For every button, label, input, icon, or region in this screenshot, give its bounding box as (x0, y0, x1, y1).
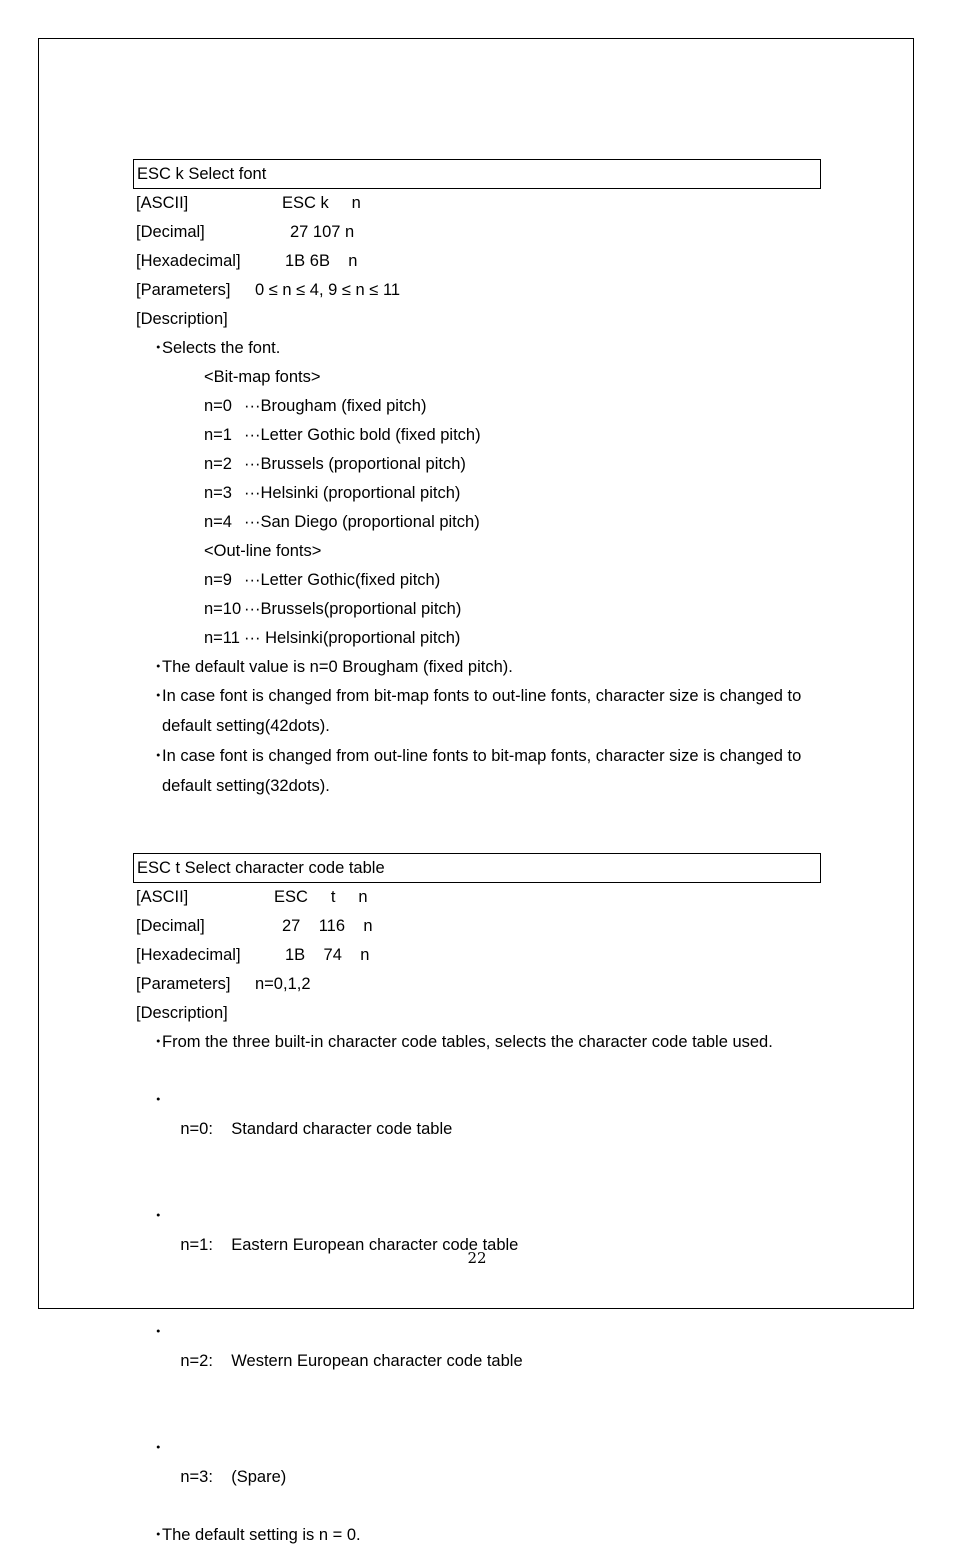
bullet-text: From the three built-in character code tables, selects the character code table used. (162, 1033, 773, 1051)
font-code: n=11 (204, 629, 240, 647)
decimal-value: 27 116 n (282, 917, 373, 935)
bullet-text-line1: In case font is changed from bit-map fonts to out-line fonts, character size is changed to (162, 687, 802, 705)
font-desc: ···Letter Gothic bold (fixed pitch) (244, 426, 481, 444)
font-code: n=0 (204, 397, 232, 415)
bitmap-heading-text: <Bit-map fonts> (204, 368, 321, 386)
bullet-text-line2: default setting(42dots). (162, 717, 330, 735)
bullet-text: The default value is n=0 Brougham (fixed pitch). (162, 658, 513, 676)
section-title: ESC t Select character code table (133, 853, 821, 883)
bullet-mark: ・ (150, 687, 167, 705)
font-row (133, 508, 821, 537)
hex-label: [Hexadecimal] (136, 252, 241, 270)
font-row (133, 624, 821, 653)
bullet-mark: ・ (150, 1207, 167, 1225)
font-code: n=10 (204, 600, 242, 618)
bullet-default-font (133, 653, 821, 682)
section-title: ESC k Select font (133, 159, 821, 189)
bullet-select-font (133, 334, 821, 363)
params-label: [Parameters] (136, 975, 231, 993)
ascii-label: [ASCII] (136, 194, 189, 212)
bullet-mark: ・ (150, 339, 167, 357)
bullet-text: Selects the font. (162, 339, 281, 357)
bullet-text: n=1: Eastern European character code table (180, 1236, 519, 1254)
bullet-bitmap-to-outline (133, 682, 821, 740)
bullet-text-line2: default setting(32dots). (162, 777, 330, 795)
bullet-mark: ・ (150, 1033, 167, 1051)
bitmap-heading (133, 363, 821, 392)
font-row (133, 595, 821, 624)
ascii-value: ESC k n (282, 194, 361, 212)
ascii-row (133, 883, 821, 912)
bullet-item (133, 1057, 821, 1173)
bullet-mark: ・ (150, 1526, 167, 1544)
description-label: [Description] (136, 310, 228, 328)
ascii-row (133, 189, 821, 218)
font-code: n=3 (204, 484, 232, 502)
decimal-label: [Decimal] (136, 917, 205, 935)
section-esc-t (133, 853, 821, 1550)
params-value: 0 ≤ n ≤ 4, 9 ≤ n ≤ 11 (255, 281, 401, 299)
font-code: n=9 (204, 571, 232, 589)
ascii-label: [ASCII] (136, 888, 189, 906)
description-row (133, 305, 821, 334)
font-code: n=1 (204, 426, 232, 444)
bullet-text-line1: In case font is changed from out-line fonts to bit-map fonts, character size is changed to (162, 747, 802, 765)
bullet-mark: ・ (150, 1439, 167, 1457)
hex-row (133, 247, 821, 276)
font-desc: ···San Diego (proportional pitch) (244, 513, 480, 531)
font-row (133, 479, 821, 508)
hex-value: 1B 6B n (285, 252, 358, 270)
description-row (133, 999, 821, 1028)
outline-heading-text: <Out-line fonts> (204, 542, 322, 560)
bullet-text: The default setting is n = 0. (162, 1526, 361, 1544)
font-row (133, 421, 821, 450)
bullet-mark: ・ (150, 658, 167, 676)
font-row (133, 450, 821, 479)
decimal-row (133, 218, 821, 247)
decimal-value: 27 107 n (290, 223, 355, 241)
params-value: n=0,1,2 (255, 975, 311, 993)
bullet-item (133, 1028, 821, 1057)
hex-label: [Hexadecimal] (136, 946, 241, 964)
bullet-text: n=3: (Spare) (180, 1468, 287, 1486)
font-desc: ···Brougham (fixed pitch) (244, 397, 427, 415)
bullet-mark: ・ (150, 747, 167, 765)
hex-value: 1B 74 n (285, 946, 370, 964)
decimal-row (133, 912, 821, 941)
outline-heading (133, 537, 821, 566)
params-label: [Parameters] (136, 281, 231, 299)
params-row (133, 970, 821, 999)
bullet-mark: ・ (150, 1323, 167, 1341)
bullet-item (133, 1405, 821, 1521)
decimal-label: [Decimal] (136, 223, 205, 241)
bullet-item (133, 1289, 821, 1405)
bullet-text: n=2: Western European character code table (180, 1352, 523, 1370)
params-row (133, 276, 821, 305)
description-label: [Description] (136, 1004, 228, 1022)
font-desc: ··· Helsinki(proportional pitch) (244, 629, 461, 647)
page-number: 22 (467, 1249, 487, 1267)
font-desc: ···Brussels (proportional pitch) (244, 455, 466, 473)
ascii-value: ESC t n (274, 888, 368, 906)
font-row (133, 566, 821, 595)
font-code: n=4 (204, 513, 232, 531)
font-desc: ···Brussels(proportional pitch) (244, 600, 462, 618)
bullet-text: n=0: Standard character code table (180, 1120, 453, 1138)
bullet-mark: ・ (150, 1091, 167, 1109)
font-row (133, 392, 821, 421)
font-code: n=2 (204, 455, 232, 473)
bullet-item (133, 1173, 821, 1289)
font-desc: ···Letter Gothic(fixed pitch) (244, 571, 441, 589)
hex-row (133, 941, 821, 970)
font-desc: ···Helsinki (proportional pitch) (244, 484, 461, 502)
bullet-outline-to-bitmap (133, 742, 821, 800)
bullet-item (133, 1521, 821, 1550)
section-esc-k (133, 159, 821, 802)
